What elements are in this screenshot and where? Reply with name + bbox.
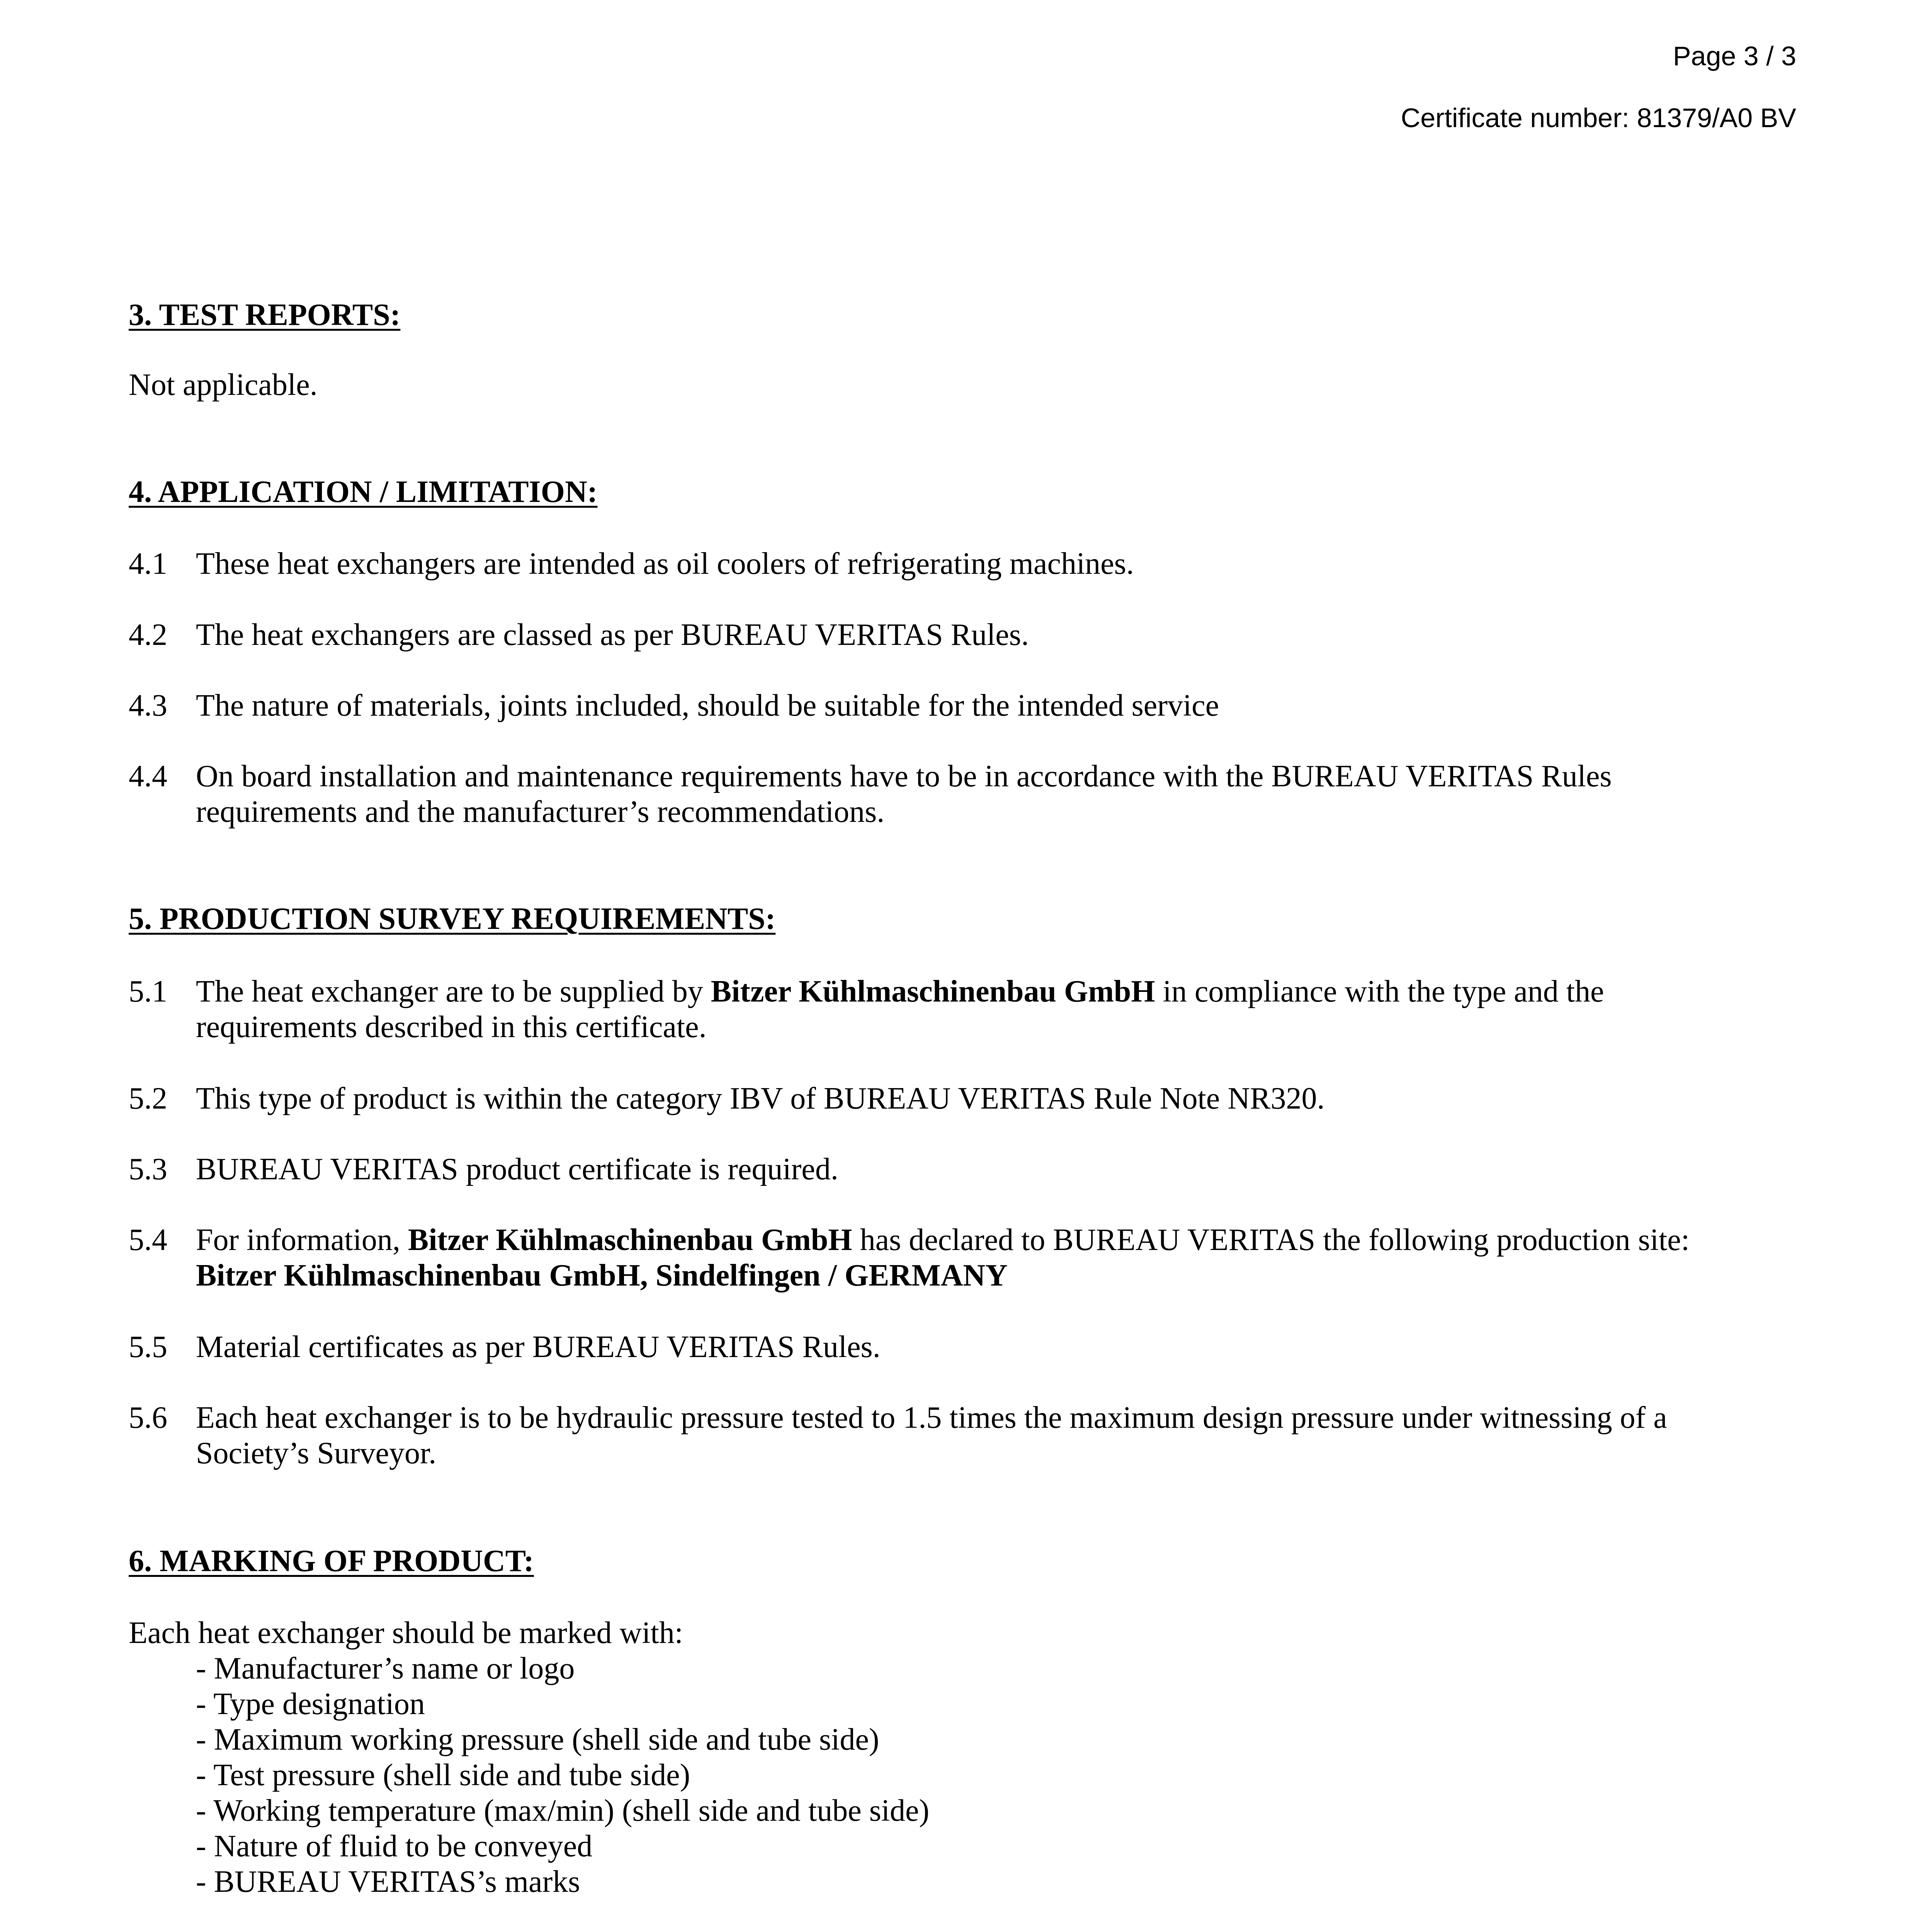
item-text	[196, 1222, 1800, 1293]
item-text-line-1: Each heat exchanger is to be hydraulic pressure tested to 1.5 times the maximum design pressure under witnessing of a	[196, 1401, 1667, 1435]
list-item: - Manufacturer’s name or logo	[196, 1651, 575, 1685]
item-text-line-2: requirements described in this certificate.	[196, 1010, 707, 1044]
item-number: 5.2	[129, 1082, 167, 1116]
list-item: - BUREAU VERITAS’s marks	[196, 1865, 580, 1899]
item-text-post: has declared to BUREAU VERITAS the following production site:	[852, 1223, 1690, 1257]
item-number: 4.2	[129, 618, 167, 652]
item-text-line-2: requirements and the manufacturer’s recommendations.	[196, 795, 885, 829]
item-text	[196, 1400, 1800, 1471]
item-number: 5.5	[129, 1330, 167, 1364]
item-number: 4.4	[129, 759, 167, 793]
list-item: - Nature of fluid to be conveyed	[196, 1829, 593, 1863]
company-name: Bitzer Kühlmaschinenbau GmbH	[408, 1223, 852, 1257]
item-text	[196, 974, 1800, 1045]
item-text-pre: The heat exchanger are to be supplied by	[196, 975, 711, 1009]
production-site: Bitzer Kühlmaschinenbau GmbH, Sindelfingen / GERMANY	[196, 1259, 1008, 1293]
item-text-line-2	[196, 1258, 1800, 1293]
item-text: The heat exchangers are classed as per BUREAU VERITAS Rules.	[196, 618, 1029, 652]
item-text-line-1	[196, 1222, 1800, 1258]
certificate-number: Certificate number: 81379/A0 BV	[1401, 103, 1796, 133]
page-number: Page 3 / 3	[1673, 41, 1796, 71]
list-item: - Type designation	[196, 1687, 425, 1721]
item-text: This type of product is within the category IBV of BUREAU VERITAS Rule Note NR320.	[196, 1082, 1325, 1116]
company-name: Bitzer Kühlmaschinenbau GmbH	[711, 975, 1155, 1009]
item-text: The nature of materials, joints included, should be suitable for the intended service	[196, 689, 1219, 723]
item-text-line-1: On board installation and maintenance requirements have to be in accordance with the BUREAU VERITAS Rules	[196, 759, 1612, 793]
item-text: These heat exchangers are intended as oil coolers of refrigerating machines.	[196, 547, 1134, 581]
item-number: 5.1	[129, 975, 167, 1009]
list-item: - Test pressure (shell side and tube side)	[196, 1758, 690, 1792]
item-number: 5.6	[129, 1401, 167, 1435]
list-item: - Working temperature (max/min) (shell side and tube side)	[196, 1794, 930, 1828]
item-number: 4.1	[129, 547, 167, 581]
section-heading-application: 4. APPLICATION / LIMITATION:	[129, 475, 598, 509]
item-text	[196, 759, 1800, 830]
list-item: - Maximum working pressure (shell side and tube side)	[196, 1723, 879, 1757]
item-number: 5.3	[129, 1152, 167, 1186]
item-text-line-2: Society’s Surveyor.	[196, 1436, 437, 1470]
item-number: 4.3	[129, 689, 167, 723]
test-reports-text: Not applicable.	[129, 368, 318, 402]
marking-intro: Each heat exchanger should be marked with:	[129, 1616, 683, 1650]
item-text-pre: For information,	[196, 1223, 408, 1257]
item-text-line-1	[196, 974, 1800, 1009]
item-text-post: in compliance with the type and the	[1155, 975, 1604, 1009]
item-text: Material certificates as per BUREAU VERITAS Rules.	[196, 1330, 881, 1364]
item-number: 5.4	[129, 1223, 167, 1257]
item-text: BUREAU VERITAS product certificate is required.	[196, 1152, 838, 1186]
section-heading-production: 5. PRODUCTION SURVEY REQUIREMENTS:	[129, 902, 776, 936]
marking-list	[196, 1651, 929, 1900]
section-heading-test-reports: 3. TEST REPORTS:	[129, 298, 401, 332]
section-heading-marking: 6. MARKING OF PRODUCT:	[129, 1544, 534, 1578]
